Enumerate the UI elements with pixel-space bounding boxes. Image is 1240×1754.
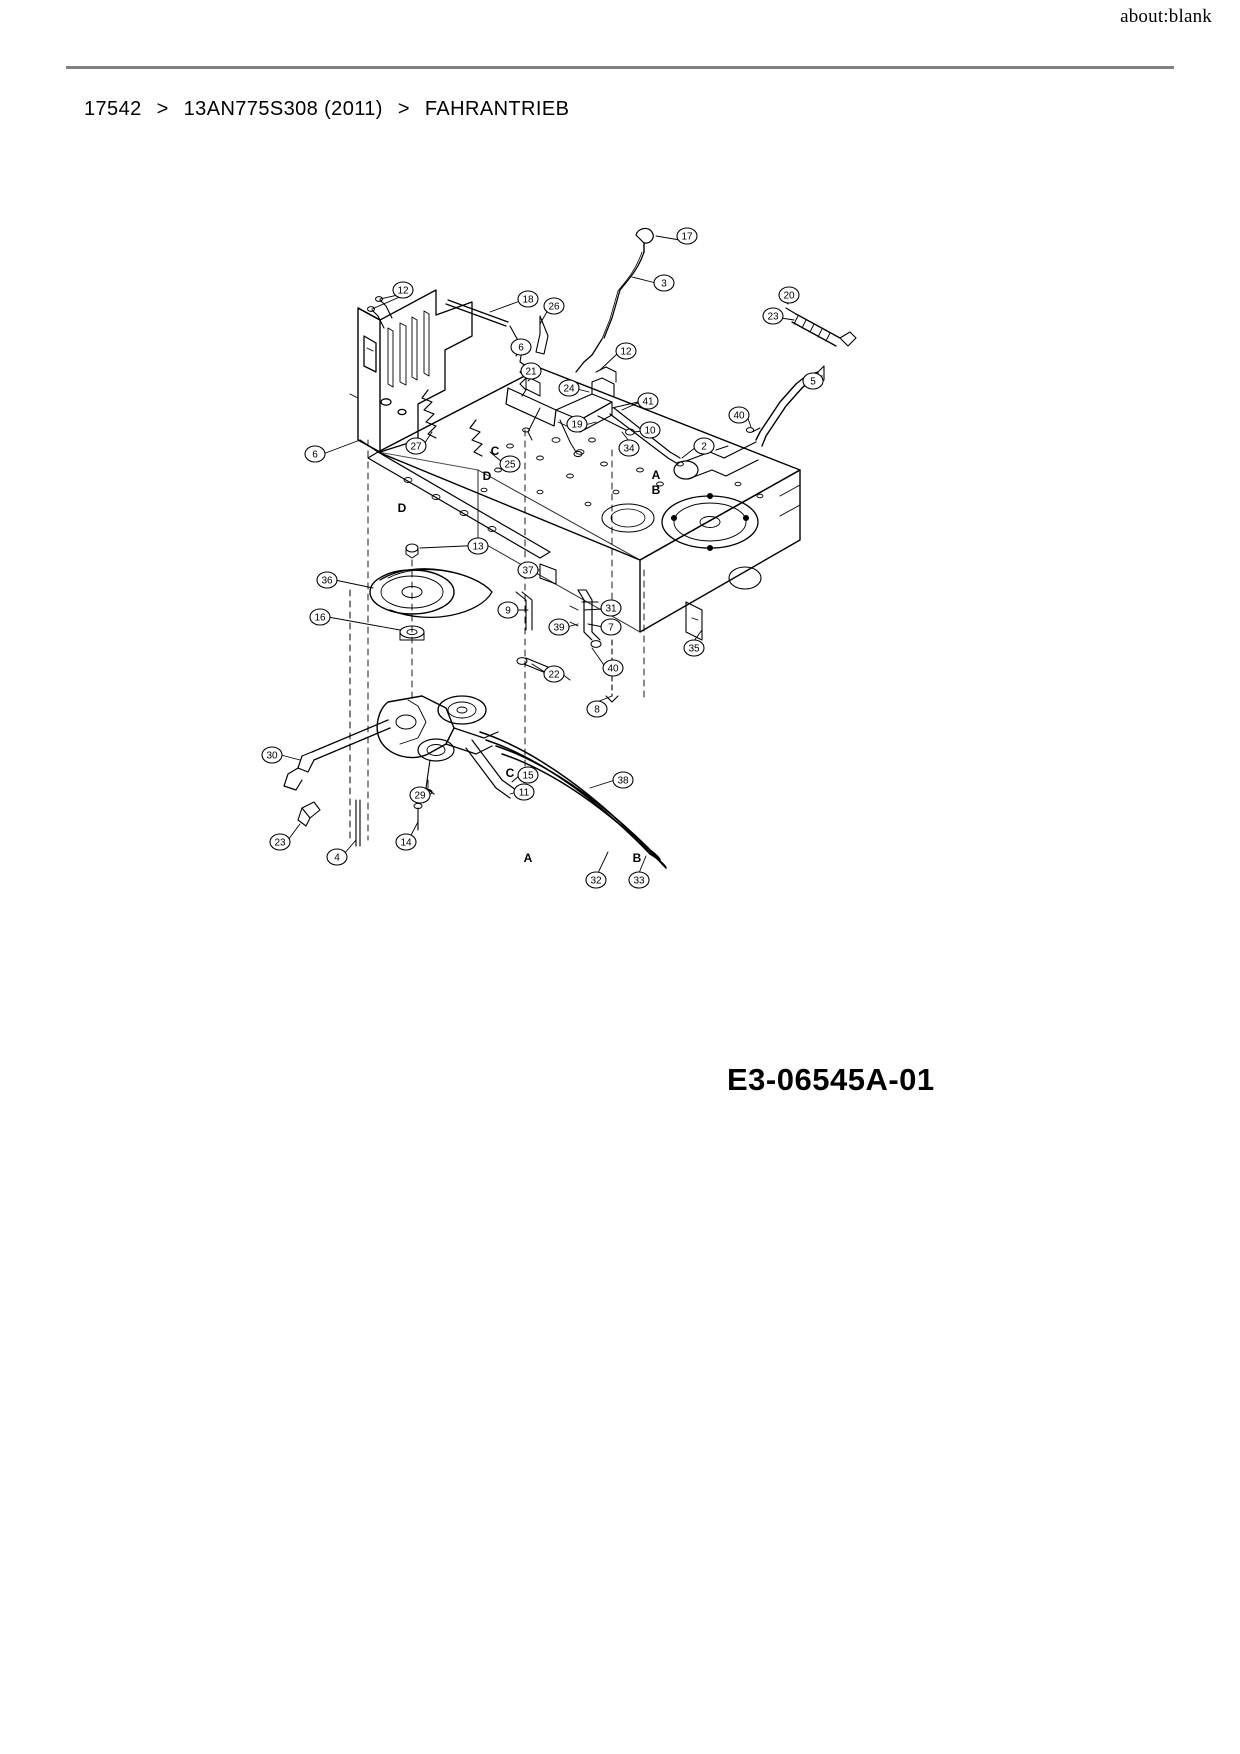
callout-number: 34 xyxy=(623,443,635,455)
callout-bubble[interactable] xyxy=(694,438,714,454)
callout-number: 33 xyxy=(633,875,645,887)
callout-number: 38 xyxy=(617,775,629,787)
callout-number: 19 xyxy=(571,419,583,431)
callout-number: 9 xyxy=(505,605,511,617)
callout-bubble[interactable] xyxy=(518,767,538,783)
callout-number: 24 xyxy=(563,383,575,395)
callout-number: 30 xyxy=(266,750,278,762)
callout-bubble[interactable] xyxy=(763,308,783,324)
callout-number: 21 xyxy=(525,366,537,378)
callout-number: 4 xyxy=(334,852,340,864)
callout-group xyxy=(262,228,823,888)
diagram-code-label: E3-06545A-01 xyxy=(727,1062,935,1097)
callout-bubble[interactable] xyxy=(544,298,564,314)
callout-bubble[interactable] xyxy=(601,619,621,635)
callout-bubble[interactable] xyxy=(396,834,416,850)
callout-number: 32 xyxy=(590,875,602,887)
callout-bubble[interactable] xyxy=(559,380,579,396)
breadcrumb-item-model-number[interactable]: 17542 xyxy=(84,98,142,120)
callout-number: 20 xyxy=(783,290,795,302)
callout-bubble[interactable] xyxy=(518,562,538,578)
callout-number: 40 xyxy=(733,410,745,422)
callout-bubble[interactable] xyxy=(640,422,660,438)
parts-diagram xyxy=(240,140,940,1040)
callout-bubble[interactable] xyxy=(514,784,534,800)
callout-bubble[interactable] xyxy=(310,609,330,625)
callout-bubble[interactable] xyxy=(729,407,749,423)
callout-bubble[interactable] xyxy=(521,363,541,379)
letter-label: D xyxy=(482,469,492,483)
callout-bubble[interactable] xyxy=(684,640,704,656)
callout-number: 3 xyxy=(661,278,667,290)
callout-bubble[interactable] xyxy=(601,600,621,616)
callout-bubble[interactable] xyxy=(587,701,607,717)
callout-bubble[interactable] xyxy=(327,849,347,865)
callout-number: 31 xyxy=(605,603,617,615)
callout-number: 22 xyxy=(548,669,560,681)
callout-bubble[interactable] xyxy=(677,228,697,244)
callout-bubble[interactable] xyxy=(603,660,623,676)
callout-number: 2 xyxy=(701,441,707,453)
callout-bubble[interactable] xyxy=(629,872,649,888)
parts-diagram-svg xyxy=(240,140,940,1040)
callout-number: 15 xyxy=(522,770,534,782)
breadcrumb-separator: > xyxy=(397,98,410,120)
callout-bubble[interactable] xyxy=(586,872,606,888)
callout-bubble[interactable] xyxy=(500,456,520,472)
callout-number: 25 xyxy=(504,459,516,471)
callout-number: 12 xyxy=(397,285,409,297)
callout-number: 26 xyxy=(548,301,560,313)
callout-bubble[interactable] xyxy=(619,440,639,456)
callout-bubble[interactable] xyxy=(654,275,674,291)
breadcrumb-item-model-code[interactable]: 13AN775S308 (2011) xyxy=(183,98,383,120)
callout-bubble[interactable] xyxy=(567,416,587,432)
callout-bubble[interactable] xyxy=(549,619,569,635)
callout-number: 13 xyxy=(472,541,484,553)
callout-number: 7 xyxy=(608,622,614,634)
letter-label: B xyxy=(651,483,661,497)
callout-bubble[interactable] xyxy=(498,602,518,618)
callout-number: 14 xyxy=(400,837,412,849)
callout-bubble[interactable] xyxy=(393,282,413,298)
callout-bubble[interactable] xyxy=(613,772,633,788)
letter-label: D xyxy=(397,501,407,515)
callout-number: 27 xyxy=(410,441,422,453)
callout-bubble[interactable] xyxy=(518,291,538,307)
breadcrumb xyxy=(84,98,569,121)
letter-label-group xyxy=(397,441,661,865)
callout-number: 35 xyxy=(688,643,700,655)
browser-address-label: about:blank xyxy=(1120,6,1212,27)
callout-number: 10 xyxy=(644,425,656,437)
callout-number: 12 xyxy=(620,346,632,358)
letter-label: C xyxy=(505,766,515,780)
callout-number: 36 xyxy=(321,575,333,587)
letter-label: A xyxy=(523,851,533,865)
callout-number: 18 xyxy=(522,294,534,306)
callout-bubble[interactable] xyxy=(803,373,823,389)
callout-bubble[interactable] xyxy=(511,339,531,355)
callout-number: 8 xyxy=(594,704,600,716)
callout-bubble[interactable] xyxy=(779,287,799,303)
callout-number: 37 xyxy=(522,565,534,577)
breadcrumb-item-assembly[interactable]: FAHRANTRIEB xyxy=(424,98,570,120)
header-divider xyxy=(66,66,1174,69)
letter-label: B xyxy=(632,851,642,865)
callout-bubble[interactable] xyxy=(544,666,564,682)
letter-label: C xyxy=(490,444,500,458)
callout-number: 23 xyxy=(274,837,286,849)
callout-bubble[interactable] xyxy=(468,538,488,554)
callout-bubble[interactable] xyxy=(638,393,658,409)
callout-bubble[interactable] xyxy=(616,343,636,359)
callout-number: 11 xyxy=(518,787,530,799)
callout-number: 40 xyxy=(607,663,619,675)
callout-bubble[interactable] xyxy=(270,834,290,850)
callout-number: 23 xyxy=(767,311,779,323)
callout-number: 29 xyxy=(414,790,426,802)
callout-bubble[interactable] xyxy=(317,572,337,588)
callout-number: 6 xyxy=(518,342,524,354)
callout-number: 16 xyxy=(314,612,326,624)
letter-label: A xyxy=(651,468,661,482)
callout-bubble[interactable] xyxy=(410,787,430,803)
callout-number: 5 xyxy=(810,376,816,388)
callout-number: 17 xyxy=(681,231,693,243)
callout-number: 6 xyxy=(312,449,318,461)
callout-number: 41 xyxy=(642,396,654,408)
callout-bubble[interactable] xyxy=(305,446,325,462)
callout-bubble[interactable] xyxy=(262,747,282,763)
breadcrumb-separator: > xyxy=(156,98,169,120)
callout-number: 39 xyxy=(553,622,565,634)
callout-bubble[interactable] xyxy=(406,438,426,454)
